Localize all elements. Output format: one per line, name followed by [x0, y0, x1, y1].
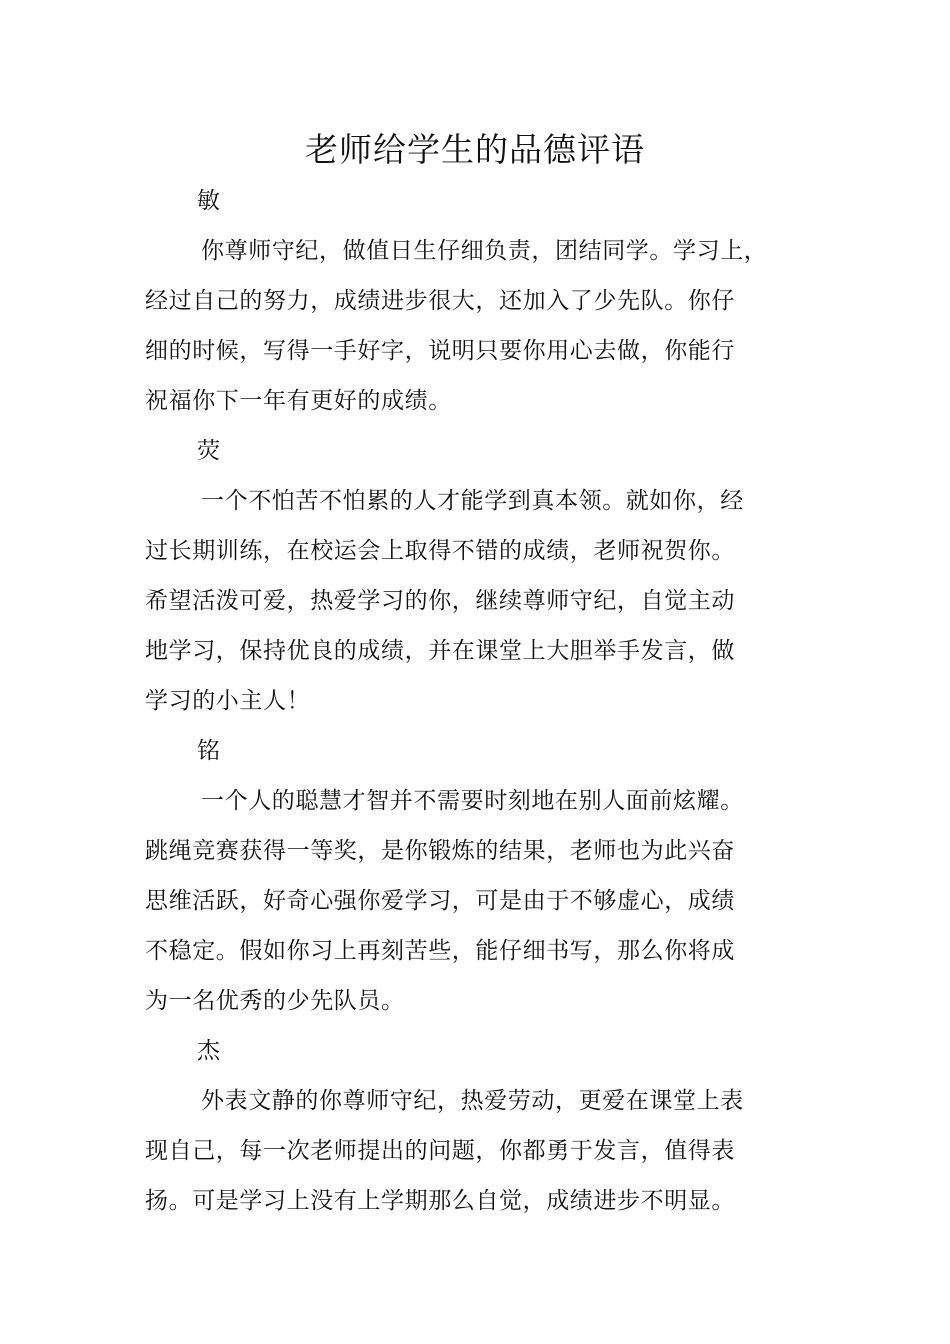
comment-line: 一个不怕苦不怕累的人才能学到真本领。就如你，经 [201, 488, 744, 514]
comment-entry [145, 1026, 835, 1226]
student-name: 敏 [197, 188, 220, 214]
comment-line: 不稳定。假如你习上再刻苦些，能仔细书写，那么你将成 [145, 938, 735, 964]
comment-line: 学习的小主人！ [145, 688, 311, 714]
comment-line: 细的时候，写得一手好字，说明只要你用心去做，你能行 [145, 338, 735, 364]
comment-line: 为一名优秀的少先队员。 [145, 988, 405, 1014]
comment-line: 祝福你下一年有更好的成绩。 [145, 388, 452, 414]
student-name: 铭 [197, 738, 220, 764]
comment-line: 地学习，保持优良的成绩，并在课堂上大胆举手发言，做 [145, 638, 735, 664]
document-title: 老师给学生的品德评语 [305, 130, 645, 169]
comment-entry [145, 726, 835, 1026]
comment-line: 思维活跃，好奇心强你爱学习，可是由于不够虚心，成绩 [145, 888, 735, 914]
comment-line: 扬。可是学习上没有上学期那么自觉，成绩进步不明显。 [145, 1188, 735, 1214]
comment-line: 希望活泼可爱，热爱学习的你，继续尊师守纪，自觉主动 [145, 588, 735, 614]
student-name: 杰 [197, 1038, 220, 1064]
comment-entry [145, 176, 835, 426]
comment-line: 现自己，每一次老师提出的问题，你都勇于发言，值得表 [145, 1138, 735, 1164]
comment-line: 跳绳竞赛获得一等奖，是你锻炼的结果，老师也为此兴奋 [145, 838, 735, 864]
comment-line: 外表文静的你尊师守纪，热爱劳动，更爱在课堂上表 [201, 1088, 744, 1114]
comment-line: 你尊师守纪，做值日生仔细负责，团结同学。学习上， [201, 238, 768, 264]
student-name: 荧 [197, 438, 220, 464]
comment-line: 过长期训练，在校运会上取得不错的成绩，老师祝贺你。 [145, 538, 735, 564]
comment-entry [145, 426, 835, 726]
comment-line: 一个人的聪慧才智并不需要时刻地在别人面前炫耀。 [201, 788, 744, 814]
document-body [145, 176, 835, 1226]
comment-line: 经过自己的努力，成绩进步很大，还加入了少先队。你仔 [145, 288, 735, 314]
